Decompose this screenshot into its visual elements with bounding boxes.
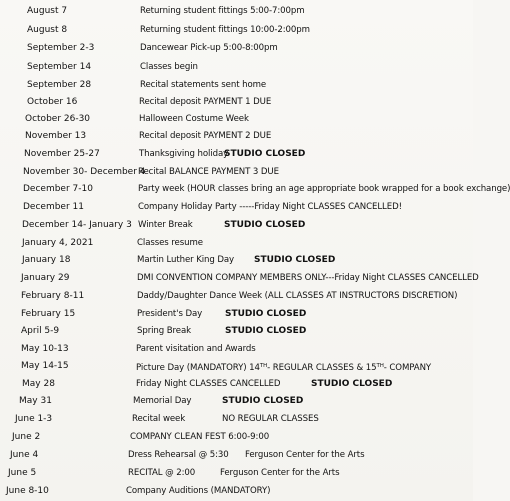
row-date: February 8-11 xyxy=(21,291,85,301)
row-event: Friday Night CLASSES CANCELLED xyxy=(136,379,281,389)
row-date: December 11 xyxy=(23,202,84,212)
row-date: August 7 xyxy=(27,6,68,16)
schedule-row xyxy=(0,447,473,464)
studio-closed-note: STUDIO CLOSED xyxy=(254,255,336,265)
schedule-row xyxy=(0,22,473,39)
studio-closed-note: STUDIO CLOSED xyxy=(225,326,307,336)
row-date: June 1-3 xyxy=(15,414,53,424)
row-date: November 30- December 4 xyxy=(23,167,146,177)
schedule-row xyxy=(0,217,473,234)
row-event xyxy=(136,358,431,377)
studio-closed-note: STUDIO CLOSED xyxy=(311,379,393,389)
no-classes-note: NO REGULAR CLASSES xyxy=(222,414,319,424)
row-event: RECITAL @ 2:00 xyxy=(128,468,196,478)
event-text: - REGULAR CLASSES & 15 xyxy=(267,363,377,373)
row-date: May 31 xyxy=(19,396,52,406)
row-date: January 18 xyxy=(22,255,71,265)
schedule-row xyxy=(0,164,473,181)
row-date: October 16 xyxy=(27,97,78,107)
schedule-row xyxy=(0,128,473,145)
row-date: October 26-30 xyxy=(25,114,91,124)
schedule-row xyxy=(0,59,473,76)
row-date: June 8-10 xyxy=(6,486,49,496)
row-date: May 14-15 xyxy=(21,361,69,371)
schedule-row xyxy=(0,40,473,57)
row-date: June 5 xyxy=(8,468,37,478)
schedule-row xyxy=(0,306,473,323)
studio-closed-note: STUDIO CLOSED xyxy=(224,149,306,159)
event-text: Picture Day (MANDATORY) 14 xyxy=(136,363,260,373)
row-date: December 7-10 xyxy=(23,184,93,194)
ordinal-suffix: TH xyxy=(376,363,384,369)
row-event: COMPANY CLEAN FEST 6:00-9:00 xyxy=(130,432,270,442)
studio-closed-note: STUDIO CLOSED xyxy=(224,220,306,230)
row-date: December 14- January 3 xyxy=(22,220,132,230)
row-event: Recital deposit PAYMENT 2 DUE xyxy=(139,131,272,141)
row-date: November 25-27 xyxy=(24,149,100,159)
schedule-row xyxy=(0,181,510,198)
row-event: Returning student fittings 10:00-2:00pm xyxy=(140,25,310,35)
row-event: Classes begin xyxy=(140,62,198,72)
row-date: September 28 xyxy=(27,80,92,90)
row-date: September 2-3 xyxy=(27,43,95,53)
schedule-row xyxy=(0,288,473,305)
row-date: April 5-9 xyxy=(21,326,60,336)
schedule-row xyxy=(0,270,479,287)
schedule-row xyxy=(0,146,473,163)
schedule-row xyxy=(0,465,473,482)
row-event: Winter Break xyxy=(138,220,193,230)
schedule-row xyxy=(0,393,473,410)
row-event: Memorial Day xyxy=(133,396,192,406)
row-date: June 2 xyxy=(12,432,41,442)
ordinal-suffix: TH xyxy=(259,363,268,369)
schedule-row xyxy=(0,3,473,20)
row-date: September 14 xyxy=(27,62,92,72)
row-event: Recital statements sent home xyxy=(140,80,267,90)
event-text: - COMPANY xyxy=(383,363,432,373)
row-date: May 10-13 xyxy=(21,344,69,354)
row-event: DMI CONVENTION COMPANY MEMBERS ONLY---Friday Night CLASSES CANCELLED xyxy=(137,273,479,283)
schedule-row xyxy=(0,358,473,375)
row-event: Spring Break xyxy=(137,326,192,336)
row-date: January 29 xyxy=(21,273,70,283)
row-event: Dress Rehearsal @ 5:30 xyxy=(128,450,229,460)
row-event: Party week (HOUR classes bring an age appropriate book wrapped for a book exchange) xyxy=(138,184,510,194)
schedule-row xyxy=(0,77,473,94)
schedule-row xyxy=(0,94,473,111)
row-event: Halloween Costume Week xyxy=(139,114,249,124)
row-event: Company Auditions (MANDATORY) xyxy=(126,486,271,496)
row-event: Recital deposit PAYMENT 1 DUE xyxy=(139,97,272,107)
schedule-row xyxy=(0,252,473,269)
row-date: August 8 xyxy=(27,25,68,35)
row-date: February 15 xyxy=(21,309,76,319)
row-date: January 4, 2021 xyxy=(22,238,94,248)
row-event: Daddy/Daughter Dance Week (ALL CLASSES AT INSTRUCTORS DISCRETION) xyxy=(137,291,458,301)
schedule-row xyxy=(0,235,473,252)
schedule-row xyxy=(0,376,473,393)
studio-closed-note: STUDIO CLOSED xyxy=(225,309,307,319)
schedule-row xyxy=(0,323,473,340)
row-event: Dancewear Pick-up 5:00-8:00pm xyxy=(140,43,278,53)
row-event: Recital week xyxy=(132,414,186,424)
schedule-row xyxy=(0,111,473,128)
row-date: November 13 xyxy=(25,131,87,141)
schedule-row xyxy=(0,429,473,446)
row-event: Martin Luther King Day xyxy=(137,255,235,265)
row-event: Recital BALANCE PAYMENT 3 DUE xyxy=(138,167,279,177)
schedule-row xyxy=(0,341,473,358)
schedule-row xyxy=(0,483,473,500)
row-event: Classes resume xyxy=(137,238,203,248)
row-date: June 4 xyxy=(10,450,39,460)
schedule-row xyxy=(0,411,473,428)
studio-closed-note: STUDIO CLOSED xyxy=(222,396,304,406)
venue-note: Ferguson Center for the Arts xyxy=(245,450,365,460)
row-event: Returning student fittings 5:00-7:00pm xyxy=(140,6,305,16)
venue-note: Ferguson Center for the Arts xyxy=(220,468,340,478)
row-event: Company Holiday Party -----Friday Night CLASSES CANCELLED! xyxy=(138,202,402,212)
schedule-row xyxy=(0,199,473,216)
row-event: Parent visitation and Awards xyxy=(136,344,256,354)
row-event: Thanksgiving holiday xyxy=(139,149,229,159)
row-event: President's Day xyxy=(137,309,203,319)
row-date: May 28 xyxy=(22,379,55,389)
